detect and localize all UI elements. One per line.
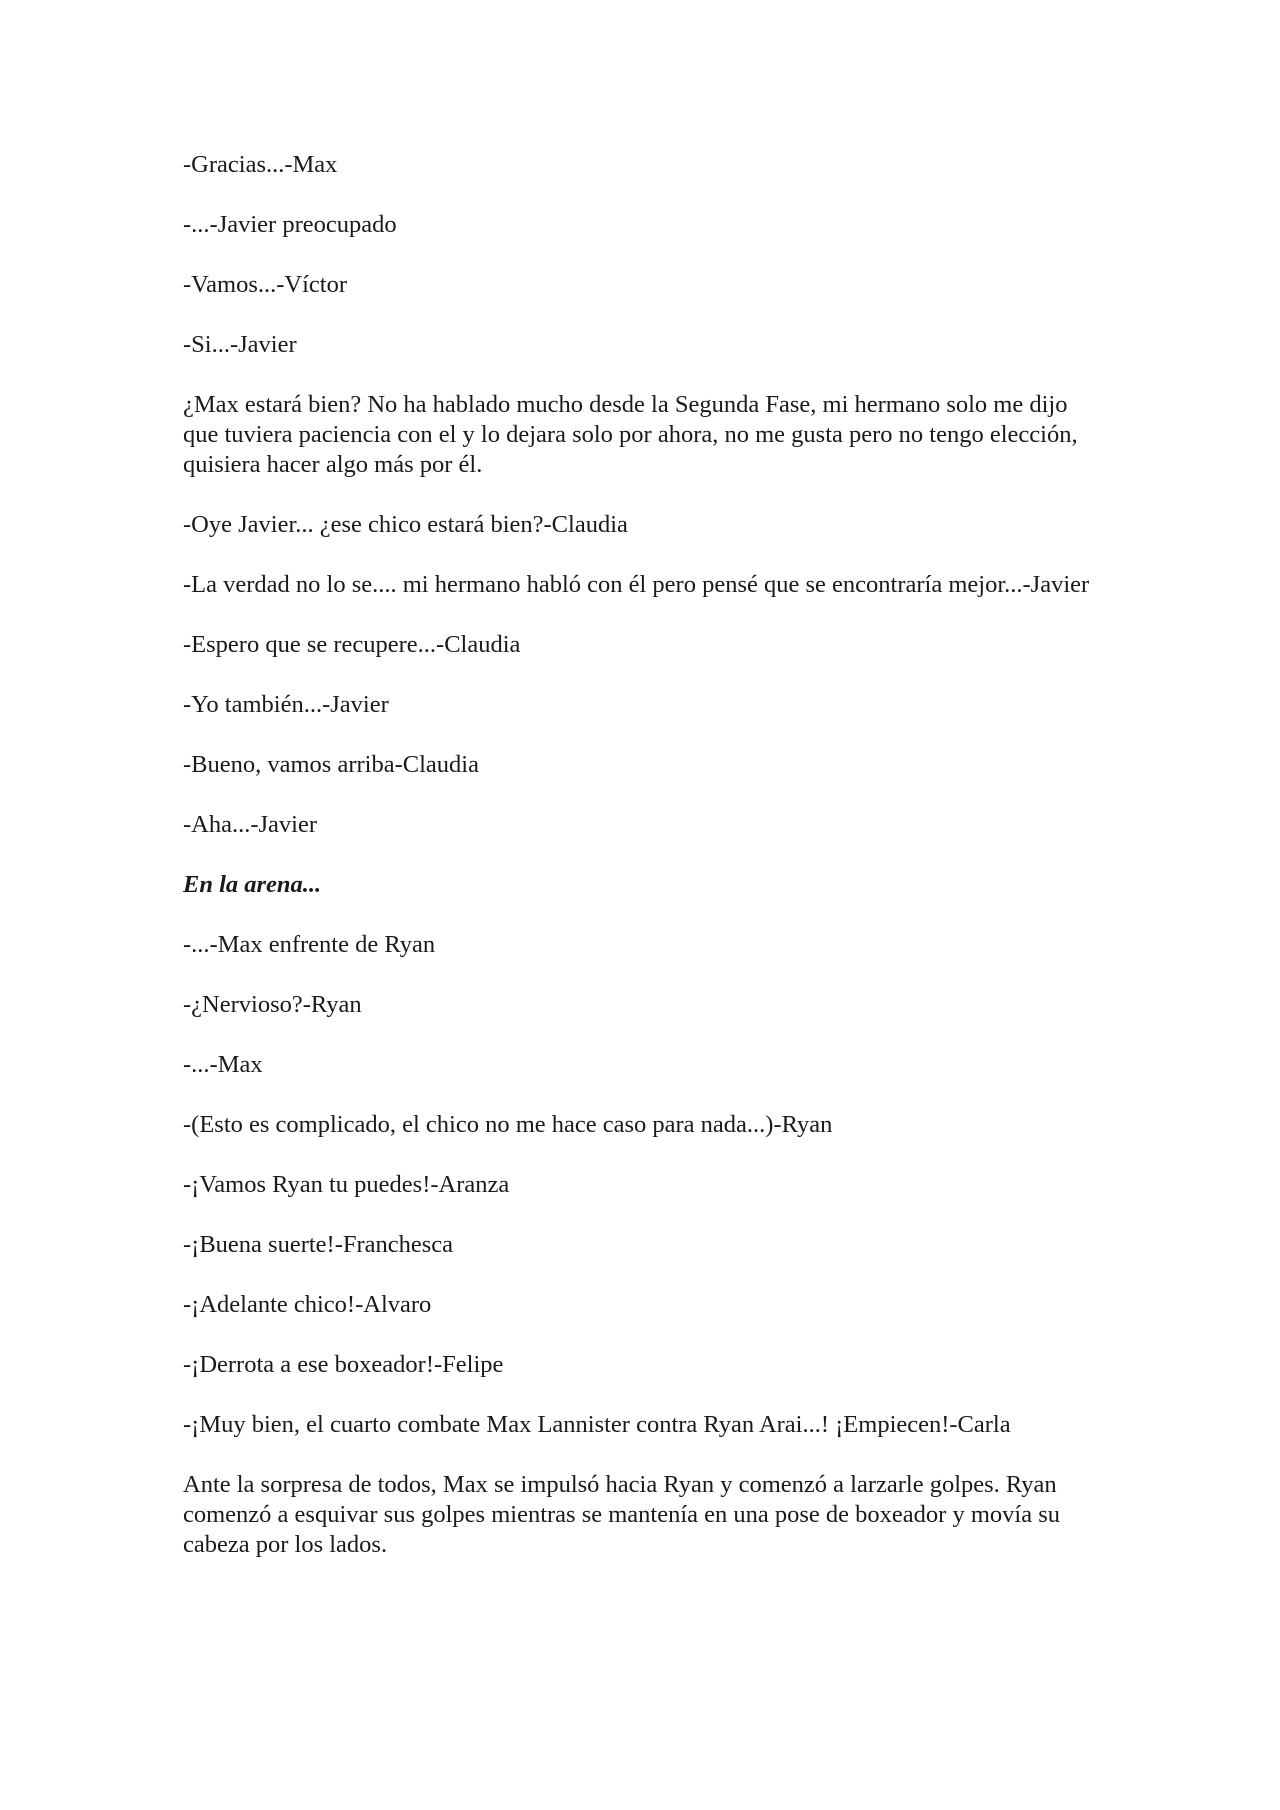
dialogue-line: -¡Vamos Ryan tu puedes!-Aranza [183, 1171, 510, 1198]
dialogue-line: -Bueno, vamos arriba-Claudia [183, 751, 479, 778]
dialogue-line: -¡Adelante chico!-Alvaro [183, 1291, 432, 1318]
dialogue-line: -...-Max [183, 1051, 263, 1078]
dialogue-line: -¿Nervioso?-Ryan [183, 991, 362, 1018]
dialogue-line: -¡Muy bien, el cuarto combate Max Lannister contra Ryan Arai...! ¡Empiecen!-Carla [183, 1411, 1011, 1438]
dialogue-line: -Espero que se recupere...-Claudia [183, 631, 521, 658]
dialogue-line: -Si...-Javier [183, 331, 297, 358]
dialogue-line: -Oye Javier... ¿ese chico estará bien?-Claudia [183, 511, 628, 538]
dialogue-line: -Gracias...-Max [183, 151, 338, 178]
document-page [183, 150, 1103, 1590]
dialogue-line: -...-Javier preocupado [183, 211, 397, 238]
dialogue-line: -Aha...-Javier [183, 811, 318, 838]
dialogue-line: -La verdad no lo se.... mi hermano habló con él pero pensé que se encontraría mejor...-Javier [183, 571, 1090, 598]
dialogue-line: -(Esto es complicado, el chico no me hace caso para nada...)-Ryan [183, 1111, 833, 1138]
dialogue-line: -...-Max enfrente de Ryan [183, 931, 436, 958]
dialogue-line: -Vamos...-Víctor [183, 271, 347, 298]
dialogue-line: -¡Derrota a ese boxeador!-Felipe [183, 1351, 504, 1378]
dialogue-line: -¡Buena suerte!-Franchesca [183, 1231, 454, 1258]
dialogue-line: -Yo también...-Javier [183, 691, 389, 718]
narration-paragraph: Ante la sorpresa de todos, Max se impulsó hacia Ryan y comenzó a larzarle golpes. Ryan comenzó a esquivar sus golpes mientras se mantenía en una pose de boxeador y movía su cabeza por los lados. [183, 1471, 1060, 1558]
scene-heading: En la arena... [183, 871, 322, 898]
narration-paragraph: ¿Max estará bien? No ha hablado mucho desde la Segunda Fase, mi hermano solo me dijo que tuviera paciencia con el y lo dejara solo por ahora, no me gusta pero no tengo elección, quisiera hacer algo más por él. [183, 391, 1078, 478]
